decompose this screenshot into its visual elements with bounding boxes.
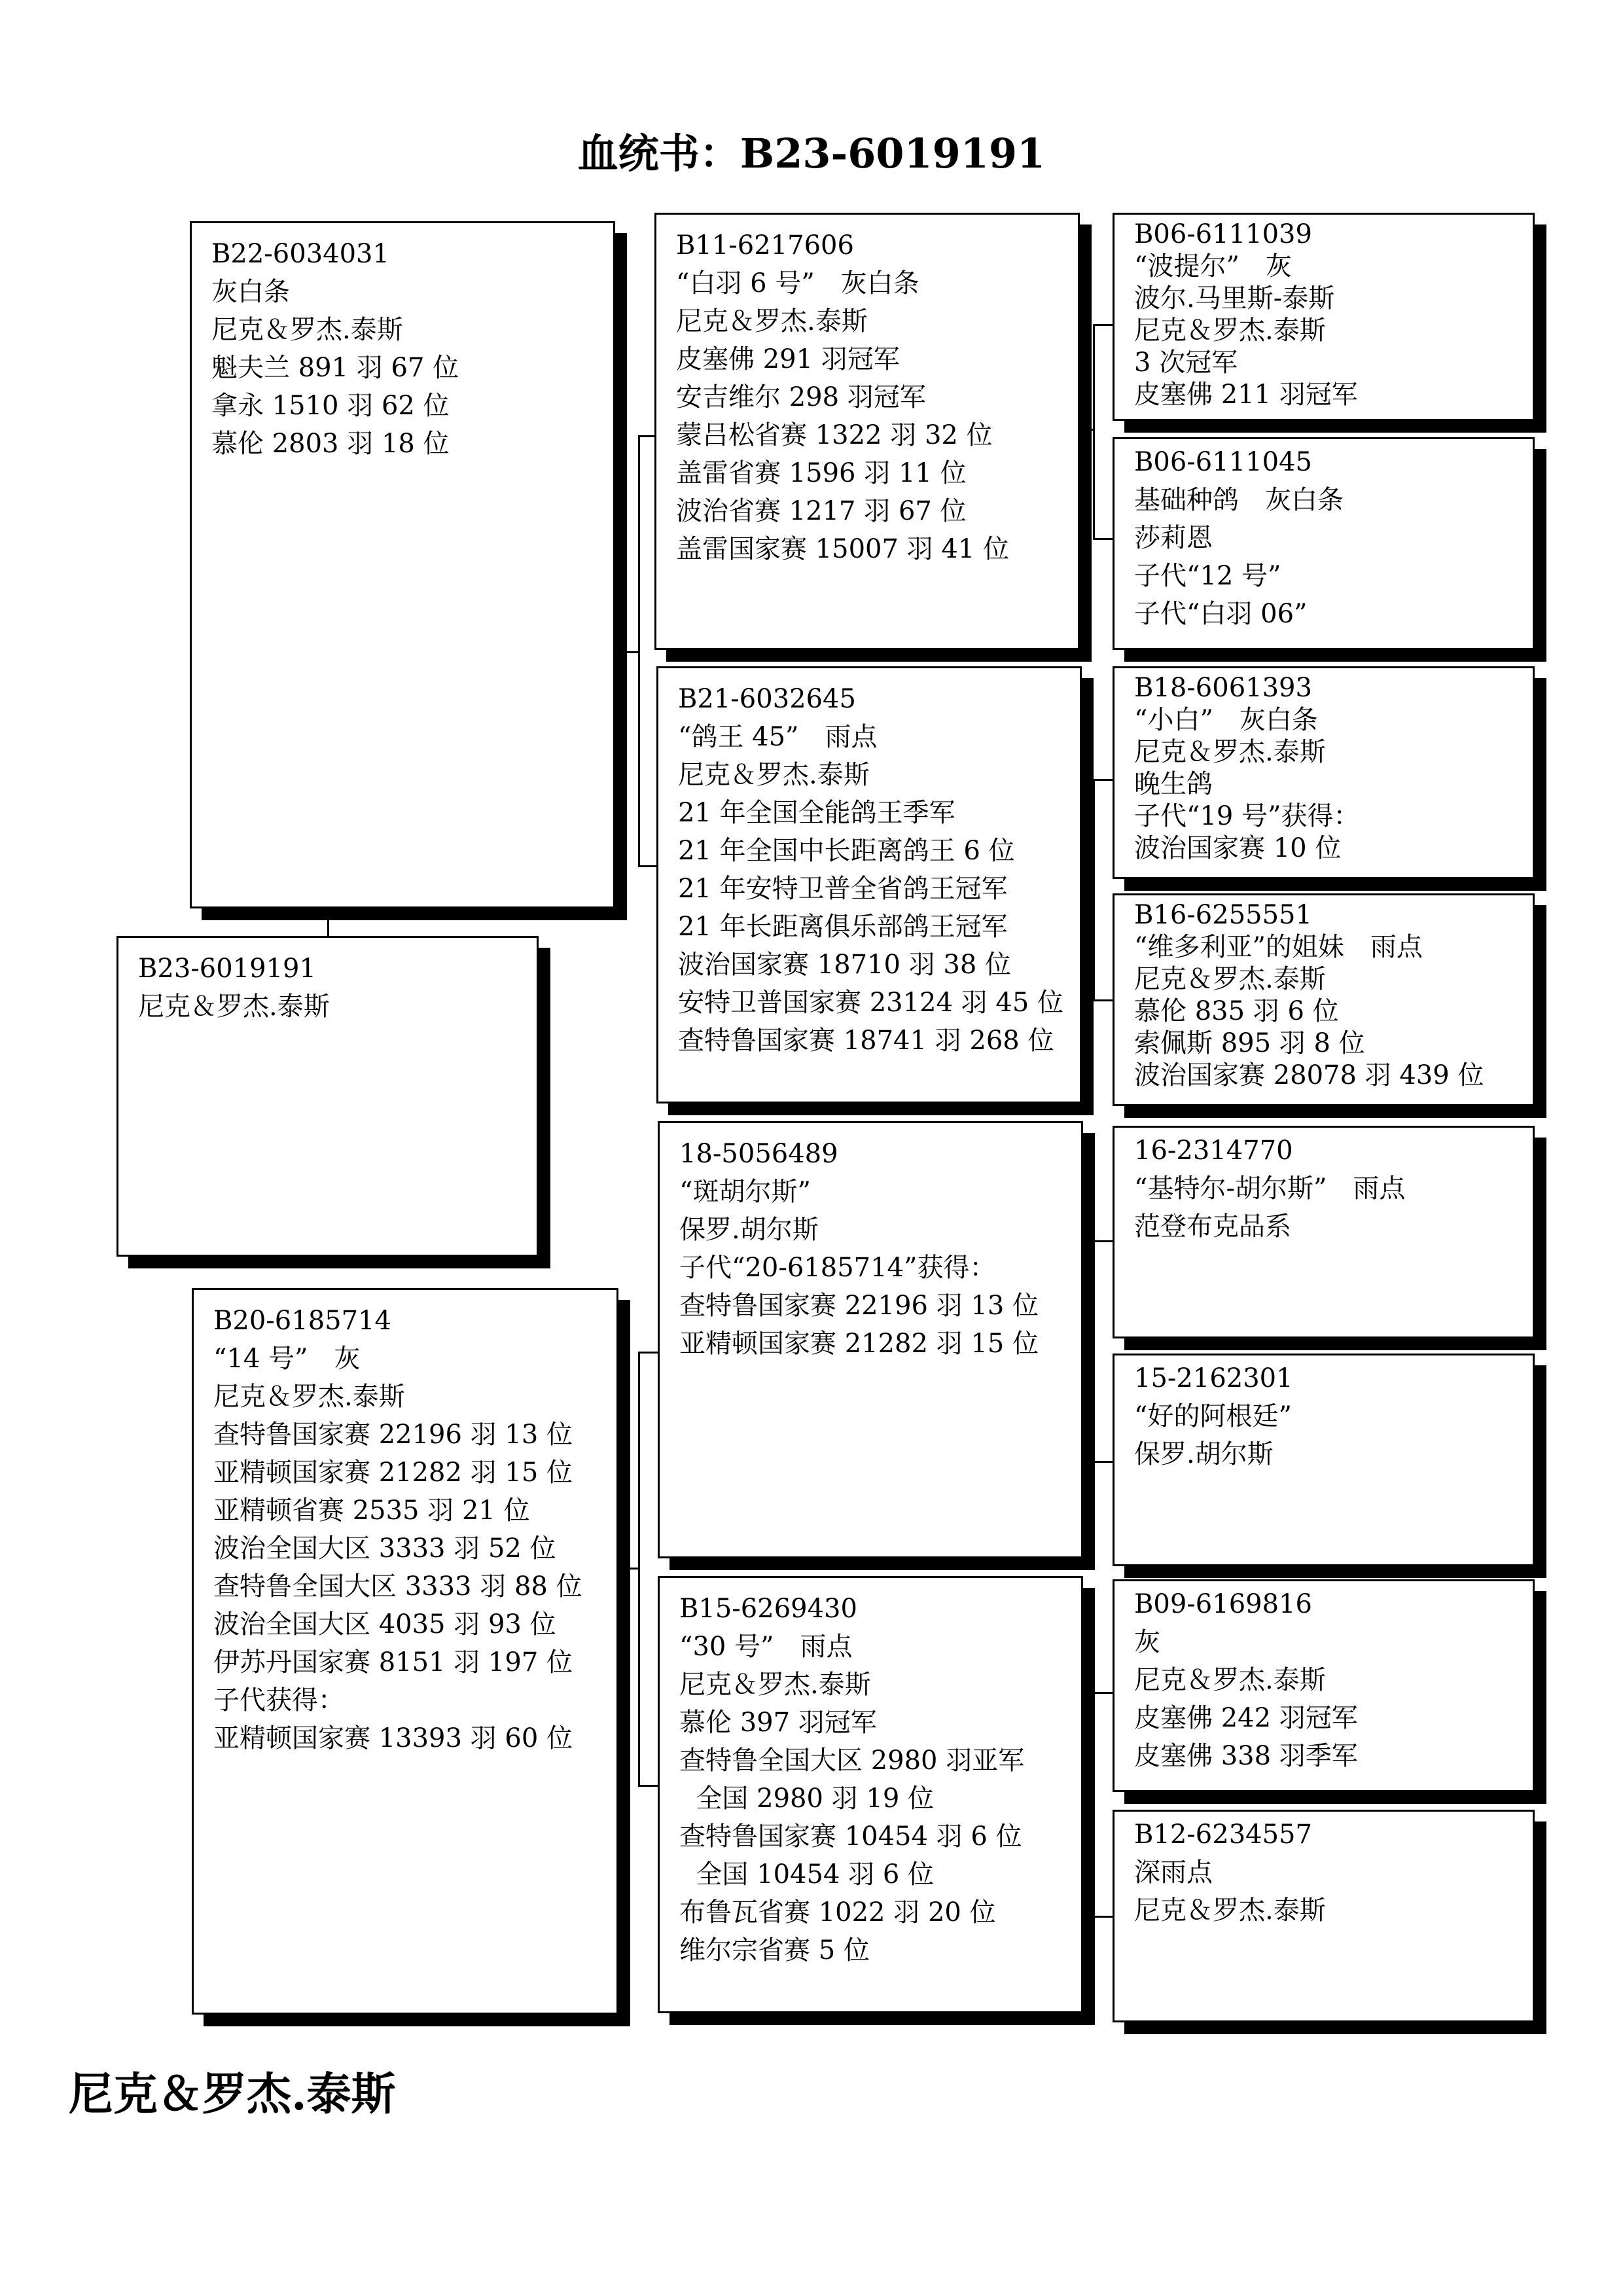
card-line: 亚精顿国家赛 21282 羽 15 位 — [213, 1458, 573, 1488]
ring-number: 15-2162301 — [1134, 1363, 1293, 1393]
card-line: 波治全国大区 4035 羽 93 位 — [213, 1609, 556, 1640]
ring-number: B21-6032645 — [678, 684, 856, 714]
great-grandparent-card — [1113, 437, 1535, 650]
card-line: 保罗.胡尔斯 — [1134, 1439, 1274, 1469]
card-line: “基特尔-胡尔斯” 雨点 — [1134, 1174, 1406, 1204]
breeder-name: 尼克＆罗杰.泰斯 — [138, 992, 330, 1022]
card-line: 范登布克品系 — [1134, 1211, 1291, 1242]
card-line: “30 号” 雨点 — [679, 1632, 853, 1662]
card-line: 慕伦 835 羽 6 位 — [1134, 996, 1339, 1026]
card-line: 波治国家赛 10 位 — [1134, 833, 1342, 863]
connector — [1080, 887, 1095, 889]
card-line: 基础种鸽 灰白条 — [1134, 485, 1344, 515]
card-line: 尼克＆罗杰.泰斯 — [1134, 315, 1326, 346]
card-line: 深雨点 — [1134, 1857, 1213, 1888]
card-line: 21 年全国全能鸽王季军 — [678, 798, 955, 828]
card-line: “鸽王 45” 雨点 — [678, 722, 878, 752]
card-line: 21 年长距离俱乐部鸽王冠军 — [678, 912, 1008, 942]
card-line: 查特鲁国家赛 22196 羽 13 位 — [679, 1291, 1039, 1321]
card-line: 查特鲁国家赛 10454 羽 6 位 — [679, 1821, 1022, 1852]
card-line: 蒙吕松省赛 1322 羽 32 位 — [676, 420, 993, 450]
card-line: 皮塞佛 211 羽冠军 — [1134, 380, 1358, 410]
connector — [1093, 1240, 1113, 1242]
card-line: 安吉维尔 298 羽冠军 — [676, 382, 926, 412]
grandsire-paternal-card — [654, 213, 1080, 650]
card-line: 3 次冠军 — [1134, 348, 1238, 378]
connector — [1080, 429, 1095, 431]
card-line: 尼克＆罗杰.泰斯 — [213, 1382, 405, 1412]
connector — [1093, 324, 1113, 326]
connector — [1093, 538, 1113, 540]
card-line: 灰白条 — [211, 277, 290, 307]
granddam-maternal-card — [658, 1576, 1083, 2013]
great-grandparent-card — [1113, 1810, 1535, 2022]
card-line: 尼克＆罗杰.泰斯 — [676, 306, 868, 336]
ring-number: B23-6019191 — [138, 954, 316, 984]
card-line: 尼克＆罗杰.泰斯 — [1134, 1665, 1326, 1695]
dam-card — [192, 1288, 618, 2015]
card-line: 晚生鸽 — [1134, 769, 1213, 799]
card-line: 拿永 1510 羽 62 位 — [211, 391, 450, 421]
card-line: 波治国家赛 18710 羽 38 位 — [678, 950, 1012, 980]
card-line: 皮塞佛 242 羽冠军 — [1134, 1703, 1358, 1733]
grandsire-maternal-card — [658, 1121, 1083, 1558]
card-line: 皮塞佛 291 羽冠军 — [676, 344, 900, 374]
ring-number: B11-6217606 — [676, 230, 854, 260]
card-line: 子代“白羽 06” — [1134, 599, 1308, 629]
card-line: 波治全国大区 3333 羽 52 位 — [213, 1534, 556, 1564]
connector — [1083, 1803, 1095, 1805]
card-line: 维尔宗省赛 5 位 — [679, 1935, 870, 1965]
card-line: 21 年安特卫普全省鸽王冠军 — [678, 874, 1008, 904]
subject-card — [116, 936, 539, 1257]
card-line: 子代获得： — [213, 1685, 344, 1715]
card-line: 尼克＆罗杰.泰斯 — [211, 315, 403, 345]
card-line: 波治国家赛 28078 羽 439 位 — [1134, 1060, 1484, 1090]
connector — [1093, 999, 1113, 1001]
ring-number: 16-2314770 — [1134, 1136, 1293, 1166]
card-line: 慕伦 397 羽冠军 — [679, 1708, 877, 1738]
ring-number: B20-6185714 — [213, 1306, 391, 1336]
card-line: 慕伦 2803 羽 18 位 — [211, 429, 450, 459]
card-line: 安特卫普国家赛 23124 羽 45 位 — [678, 988, 1064, 1018]
sire-card — [190, 221, 615, 908]
card-line: “好的阿根廷” — [1134, 1401, 1292, 1431]
connector — [1093, 779, 1113, 781]
great-grandparent-card — [1113, 213, 1535, 421]
great-grandparent-card — [1113, 666, 1535, 879]
card-line: 尼克＆罗杰.泰斯 — [1134, 964, 1326, 994]
card-line: “14 号” 灰 — [213, 1344, 361, 1374]
card-line: 波尔.马里斯-泰斯 — [1134, 283, 1335, 314]
card-line: 莎莉恩 — [1134, 523, 1213, 553]
card-line: 尼克＆罗杰.泰斯 — [678, 760, 870, 790]
card-line: 21 年全国中长距离鸽王 6 位 — [678, 836, 1015, 866]
card-line: 布鲁瓦省赛 1022 羽 20 位 — [679, 1897, 996, 1928]
great-grandparent-card — [1113, 1354, 1535, 1566]
card-line: 查特鲁国家赛 22196 羽 13 位 — [213, 1420, 573, 1450]
great-grandparent-card — [1113, 1579, 1535, 1792]
ring-number: B18-6061393 — [1134, 673, 1312, 703]
card-line: 尼克＆罗杰.泰斯 — [1134, 1895, 1326, 1926]
ring-number: B15-6269430 — [679, 1594, 857, 1624]
card-line: “波提尔” 灰 — [1134, 251, 1292, 281]
ring-number: B06-6111039 — [1134, 219, 1312, 249]
connector — [1093, 1916, 1113, 1918]
card-line: 亚精顿国家赛 13393 羽 60 位 — [213, 1723, 573, 1753]
card-line: 魁夫兰 891 羽 67 位 — [211, 353, 459, 383]
ring-number: B22-6034031 — [211, 239, 389, 269]
connector — [1093, 324, 1095, 540]
ring-number: 18-5056489 — [679, 1139, 838, 1169]
card-line: 全国 2980 羽 19 位 — [679, 1784, 934, 1814]
card-line: 全国 10454 羽 6 位 — [679, 1859, 934, 1890]
ring-number: B09-6169816 — [1134, 1589, 1312, 1619]
card-line: 尼克＆罗杰.泰斯 — [1134, 737, 1326, 767]
card-line: 波治省赛 1217 羽 67 位 — [676, 496, 967, 526]
card-line: 查特鲁全国大区 2980 羽亚军 — [679, 1746, 1025, 1776]
connector — [1093, 1692, 1113, 1694]
card-line: 查特鲁国家赛 18741 羽 268 位 — [678, 1026, 1054, 1056]
card-line: “白羽 6 号” 灰白条 — [676, 268, 919, 298]
card-line: 盖雷省赛 1596 羽 11 位 — [676, 458, 967, 488]
card-line: 保罗.胡尔斯 — [679, 1215, 819, 1245]
page-title: 血统书：B23-6019191 — [577, 130, 1046, 177]
ring-number: B06-6111045 — [1134, 447, 1312, 477]
connector — [618, 1568, 640, 1570]
card-line: 灰 — [1134, 1627, 1160, 1657]
connector — [1093, 779, 1095, 1001]
great-grandparent-card — [1113, 1126, 1535, 1338]
card-line: “维多利亚”的姐妹 雨点 — [1134, 932, 1423, 962]
great-grandparent-card — [1113, 893, 1535, 1106]
card-line: 子代“12 号” — [1134, 561, 1281, 591]
card-line: 伊苏丹国家赛 8151 羽 197 位 — [213, 1647, 573, 1677]
ring-number: B12-6234557 — [1134, 1820, 1312, 1850]
breeder-footer: 尼克＆罗杰.泰斯 — [69, 2068, 396, 2121]
connector — [327, 908, 329, 936]
card-line: 盖雷国家赛 15007 羽 41 位 — [676, 534, 1010, 564]
card-line: 查特鲁全国大区 3333 羽 88 位 — [213, 1571, 582, 1602]
granddam-paternal-card — [656, 666, 1082, 1103]
card-line: “斑胡尔斯” — [679, 1177, 811, 1207]
ring-number: B16-6255551 — [1134, 900, 1312, 930]
card-line: 亚精顿国家赛 21282 羽 15 位 — [679, 1329, 1039, 1359]
card-line: 亚精顿省赛 2535 羽 21 位 — [213, 1496, 530, 1526]
card-line: 索佩斯 895 羽 8 位 — [1134, 1028, 1365, 1058]
card-line: 皮塞佛 338 羽季军 — [1134, 1741, 1358, 1771]
card-line: 子代“20-6185714”获得： — [679, 1253, 996, 1283]
card-line: 尼克＆罗杰.泰斯 — [679, 1670, 871, 1700]
connector — [1093, 1461, 1113, 1463]
connector — [1083, 1352, 1095, 1354]
card-line: 子代“19 号”获得： — [1134, 801, 1360, 831]
connector — [615, 651, 640, 653]
card-line: “小白” 灰白条 — [1134, 705, 1318, 735]
